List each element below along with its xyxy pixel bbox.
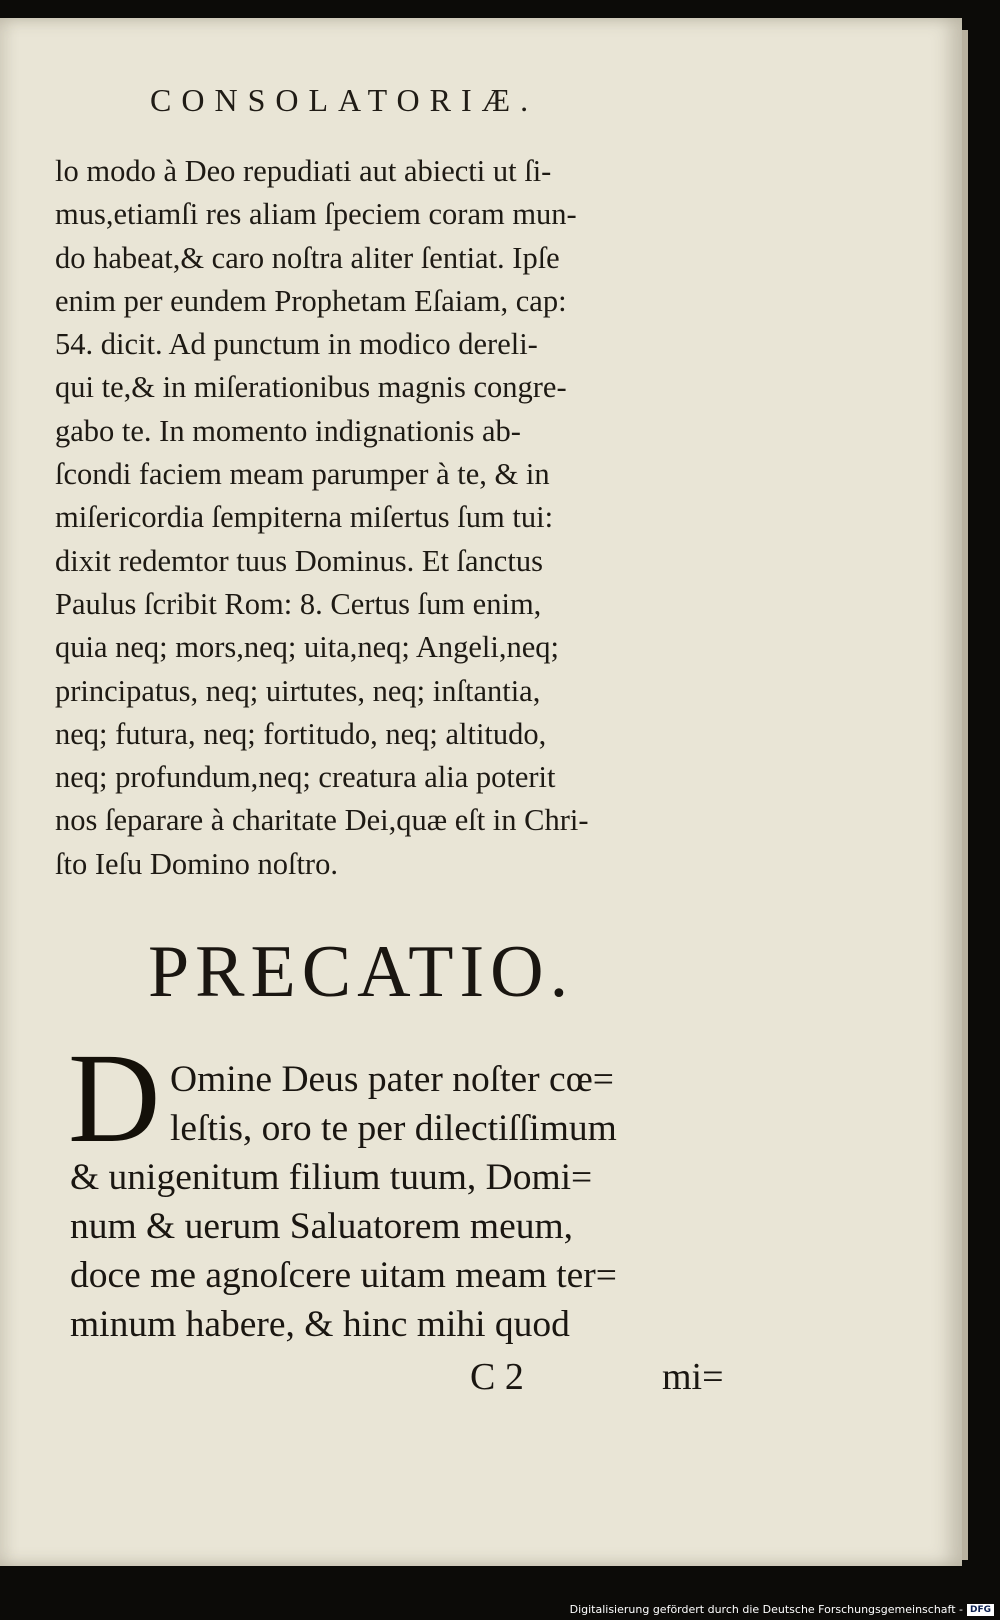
prayer-line: leſtis, oro te per dilectiſſimum bbox=[170, 1108, 617, 1149]
prayer-text bbox=[70, 1055, 750, 1349]
text-line: 54. dicit. Ad punctum in modico dereli- bbox=[55, 327, 538, 362]
drop-cap: D bbox=[68, 1027, 161, 1169]
text-line: qui te,& in miſerationibus magnis congre- bbox=[55, 370, 567, 405]
section-title: PRECATIO. bbox=[148, 931, 575, 1013]
text-line: nos ſeparare à charitate Dei,quæ eſt in Chri- bbox=[55, 803, 589, 838]
text-line: enim per eundem Prophetam Eſaiam, cap: bbox=[55, 283, 567, 318]
text-line: gabo te. In momento indignationis ab- bbox=[55, 413, 521, 448]
prayer-line: minum habere, & hinc mihi quod bbox=[70, 1304, 570, 1345]
prayer-line: & unigenitum filium tuum, Domi= bbox=[70, 1157, 593, 1198]
text-line: quia neq; mors,neq; uita,neq; Angeli,neq; bbox=[55, 630, 559, 665]
prayer-line: num & uerum Saluatorem meum, bbox=[70, 1206, 574, 1247]
text-line: ſcondi faciem meam parumper à te, & in bbox=[55, 457, 550, 492]
prayer-line: Omine Deus pater noſter cœ= bbox=[170, 1059, 614, 1100]
text-line: ſto Ieſu Domino noſtro. bbox=[55, 846, 338, 881]
text-line: Paulus ſcribit Rom: 8. Certus ſum enim, bbox=[55, 586, 542, 621]
text-line: miſericordia ſempiterna miſertus ſum tui: bbox=[55, 500, 554, 535]
body-text bbox=[55, 150, 730, 886]
dfg-logo-icon: DFG bbox=[967, 1604, 994, 1616]
text-line: lo modo à Deo repudiati aut abiecti ut ſi- bbox=[55, 154, 552, 188]
text-line: mus,etiamſi res aliam ſpeciem coram mun- bbox=[55, 197, 577, 232]
text-line: neq; profundum,neq; creatura alia poterit bbox=[55, 760, 556, 795]
text-line: dixit redemtor tuus Dominus. Et ſanctus bbox=[55, 543, 543, 578]
text-line: neq; futura, neq; fortitudo, neq; altitudo, bbox=[55, 716, 547, 751]
prayer-line: doce me agnoſcere uitam meam ter= bbox=[70, 1255, 617, 1296]
catchword: mi= bbox=[662, 1356, 724, 1398]
text-line: do habeat,& caro noſtra aliter ſentiat. Ipſe bbox=[55, 240, 560, 275]
digitization-footer bbox=[570, 1603, 994, 1616]
page-edge bbox=[962, 30, 968, 1560]
text-line: principatus, neq; uirtutes, neq; inſtantia, bbox=[55, 673, 541, 708]
signature-mark: C 2 bbox=[470, 1356, 524, 1398]
running-head: CONSOLATORIÆ. bbox=[150, 82, 539, 118]
footer-credit: Digitalisierung gefördert durch die Deutsche Forschungsgemeinschaft - bbox=[569, 1603, 963, 1616]
